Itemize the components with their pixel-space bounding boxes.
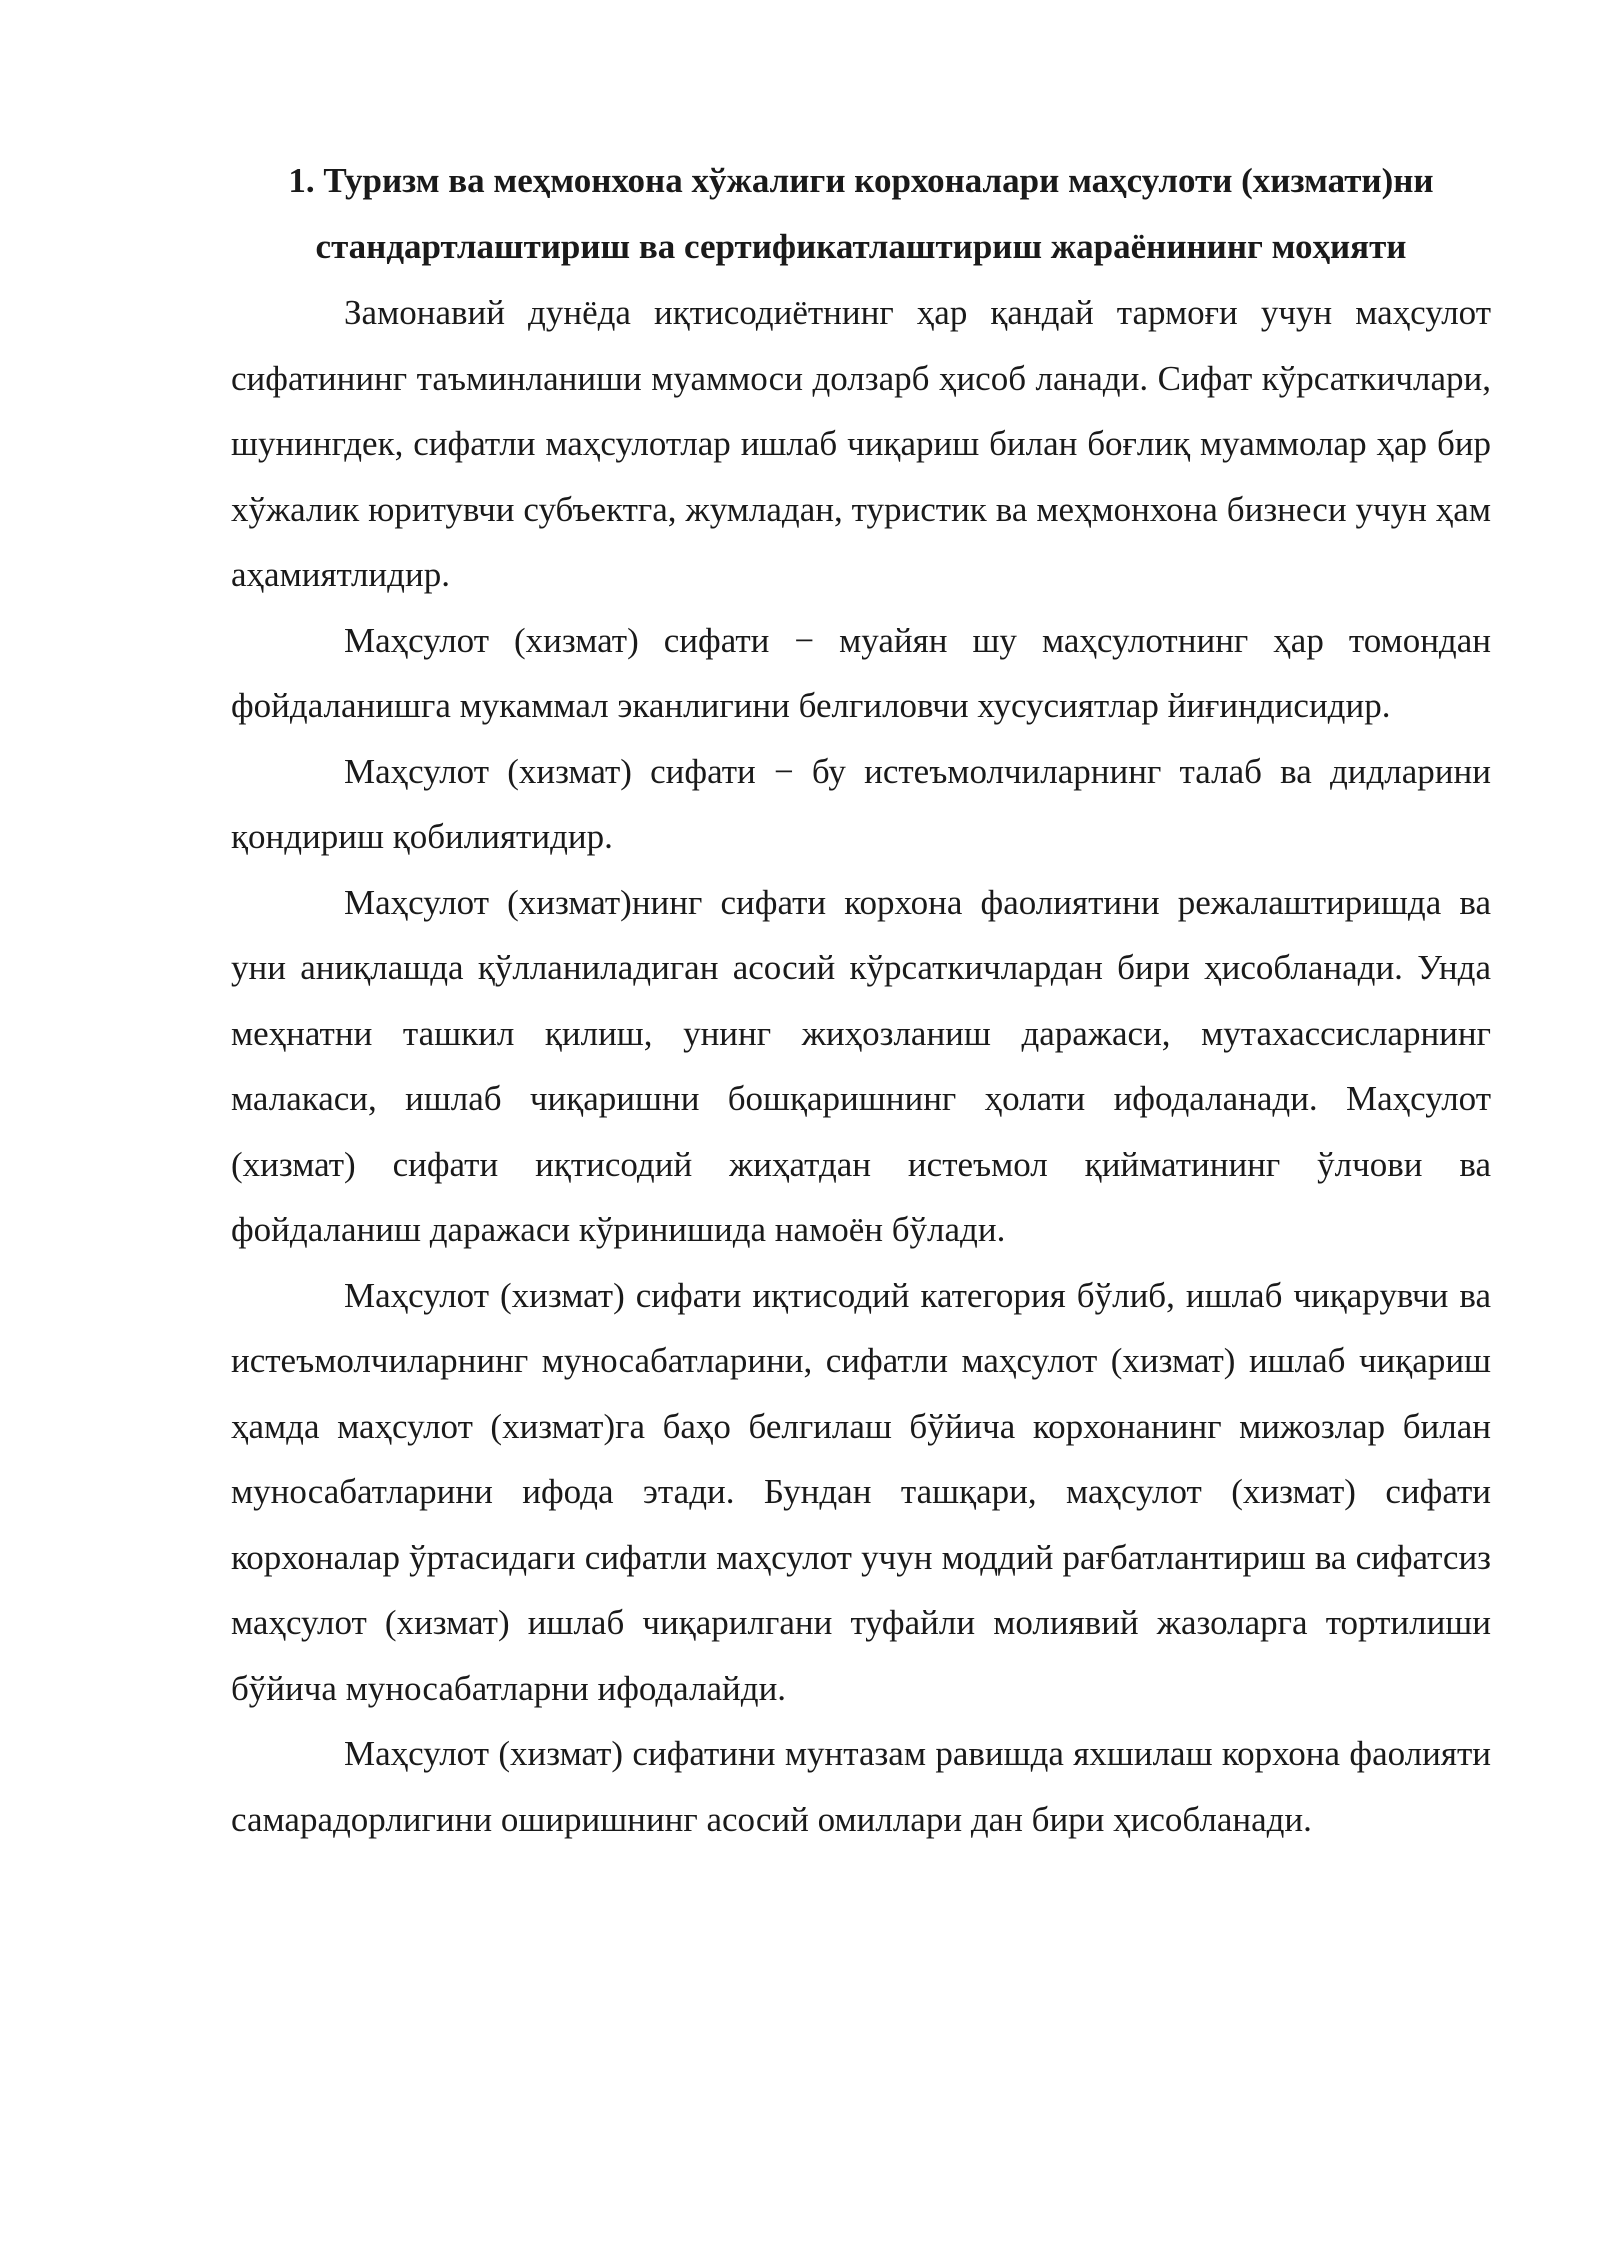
paragraph-5: Маҳсулот (хизмат) сифати иқтисодий категория бўлиб, ишлаб чиқарувчи ва истеъмолчиларнинг муносабатларини, сифатли маҳсулот (хизмат) ишлаб чиқариш ҳамда маҳсулот (хизмат)га баҳо белгилаш бўйича корхонанинг мижозлар билан муносабатларини ифода этади. Бундан ташқари, маҳсулот (хизмат) сифати корхоналар ўртасидаги сифатли маҳсулот учун моддий рағбатлантириш ва сифатсиз маҳсулот (хизмат) ишлаб чиқарилгани туфайли молиявий жазоларга тортилиши бўйича муносабатларни ифодалайди. [231, 1275, 1491, 1708]
section-title: 1. Туризм ва меҳмонхона хўжалиги корхоналари маҳсулоти (хизмати)ни стандартлаштириш ва сертификатлаштириш жараёнининг моҳияти [288, 161, 1434, 266]
paragraph-4: Маҳсулот (хизмат)нинг сифати корхона фаолиятини режалаштиришда ва уни аниқлашда қўлланиладиган асосий кўрсаткичлардан бири ҳисобланади. Унда меҳнатни ташкил қилиш, унинг жиҳозланиш даражаси, мутахассисларнинг малакаси, ишлаб чиқаришни бошқаришнинг ҳолати ифодаланади. Маҳсулот (хизмат) сифати иқтисодий жиҳатдан истеъмол қийматининг ўлчови ва фойдаланиш даражаси кўринишида намоён бўлади. [231, 882, 1491, 1249]
paragraph-3: Маҳсулот (хизмат) сифати − бу истеъмолчиларнинг талаб ва дидларини қондириш қобилиятидир. [231, 751, 1491, 856]
paragraph-2: Маҳсулот (хизмат) сифати − муайян шу маҳсулотнинг ҳар томондан фойдаланишга мукаммал эканлигини белгиловчи хусусиятлар йиғиндисидир. [231, 620, 1491, 725]
paragraph-6: Маҳсулот (хизмат) сифатини мунтазам равишда яхшилаш корхона фаолияти самарадорлигини оширишнинг асосий омиллари дан бири ҳисобланади. [231, 1734, 1491, 1839]
page-content [231, 148, 1491, 1852]
paragraph-1: Замонавий дунёда иқтисодиётнинг ҳар қандай тармоғи учун маҳсулот сифатининг таъминланиши муаммоси долзарб ҳисоб ланади. Сифат кўрсаткичлари, шунингдек, сифатли маҳсулотлар ишлаб чиқариш билан боғлиқ муаммолар ҳар бир хўжалик юритувчи субъектга, жумладан, туристик ва меҳмонхона бизнеси учун ҳам аҳамиятлидир. [231, 293, 1491, 594]
